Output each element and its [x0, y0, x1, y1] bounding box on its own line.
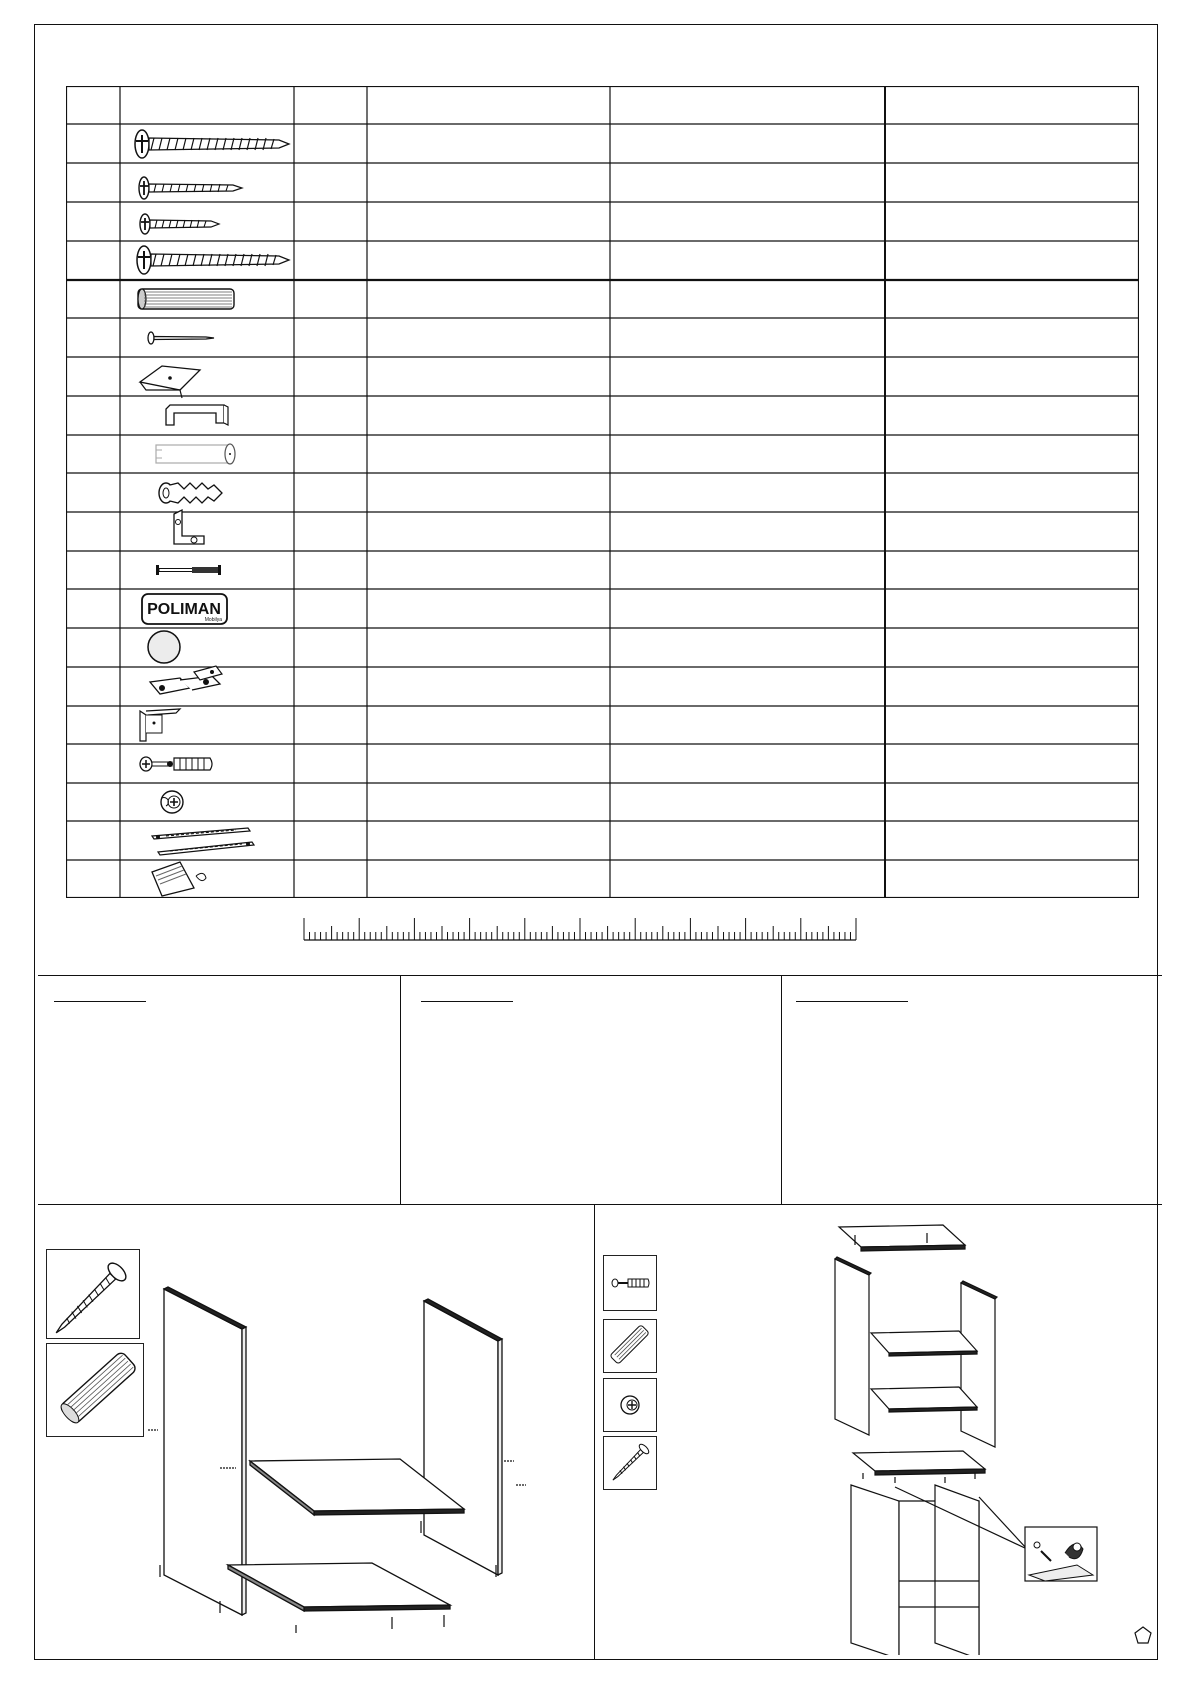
parts-table [66, 86, 1139, 898]
page-corner-pentagon-icon [1133, 1625, 1153, 1645]
wall-plug-icon [159, 483, 222, 503]
step-2-cam-bolt-thumb [603, 1255, 657, 1311]
step-2-dowel-thumb [603, 1319, 657, 1373]
info-title-underline-1 [54, 999, 146, 1002]
step-2-exploded-diagram [815, 1215, 1155, 1655]
connector-bolt-icon [156, 565, 221, 575]
info-title-underline-3 [796, 999, 908, 1002]
step-2-screw-thumb [603, 1436, 657, 1490]
step-1-panel [38, 1205, 595, 1660]
angle-bracket-icon [174, 510, 204, 544]
step-1-screw-thumb [46, 1249, 140, 1339]
hardware-bag-icon [152, 862, 206, 896]
measuring-ruler [300, 916, 860, 942]
info-title-underline-2 [421, 999, 513, 1002]
hinge-icon [150, 666, 222, 694]
info-column-1 [38, 975, 400, 1205]
logo-sub-text: Mobilya [204, 617, 222, 623]
long-wood-screw-icon [135, 130, 289, 158]
long-wood-screw-icon [137, 246, 289, 274]
info-column-2 [400, 975, 781, 1205]
shelf-support-bracket-icon [140, 366, 200, 398]
info-section [38, 975, 1162, 1205]
assembly-steps [38, 1205, 1162, 1660]
wood-screw-icon [604, 1437, 656, 1489]
parts-table-grid [66, 86, 1139, 898]
nail-icon [148, 332, 214, 344]
step-2-panel [595, 1205, 1162, 1660]
medium-wood-screw-icon [139, 177, 242, 199]
plastic-dowel-icon [156, 444, 235, 464]
wooden-dowel-icon [138, 289, 234, 309]
step-2-cam-lock-thumb [603, 1378, 657, 1432]
cover-cap-icon [148, 631, 180, 663]
step-1-exploded-diagram [138, 1265, 588, 1655]
cam-lock-icon [604, 1379, 656, 1431]
step-1-dowel-thumb [46, 1343, 144, 1437]
cam-bolt-icon [604, 1256, 656, 1310]
info-column-3 [781, 975, 1162, 1205]
wooden-dowel-icon [604, 1320, 656, 1372]
wooden-dowel-icon [47, 1344, 143, 1436]
logo-text: POLIMAN [147, 601, 221, 618]
drawer-rail-icon [152, 828, 254, 855]
short-wood-screw-icon [140, 214, 219, 234]
cam-bolt-icon [140, 757, 212, 771]
handle-icon [166, 405, 228, 425]
step-2-detail-inset [1025, 1527, 1097, 1581]
ruler-scale [300, 916, 860, 942]
cam-lock-icon [161, 791, 183, 813]
poliman-label-icon [142, 594, 227, 624]
wood-screw-icon [47, 1250, 139, 1338]
corner-bracket-icon [140, 709, 180, 741]
